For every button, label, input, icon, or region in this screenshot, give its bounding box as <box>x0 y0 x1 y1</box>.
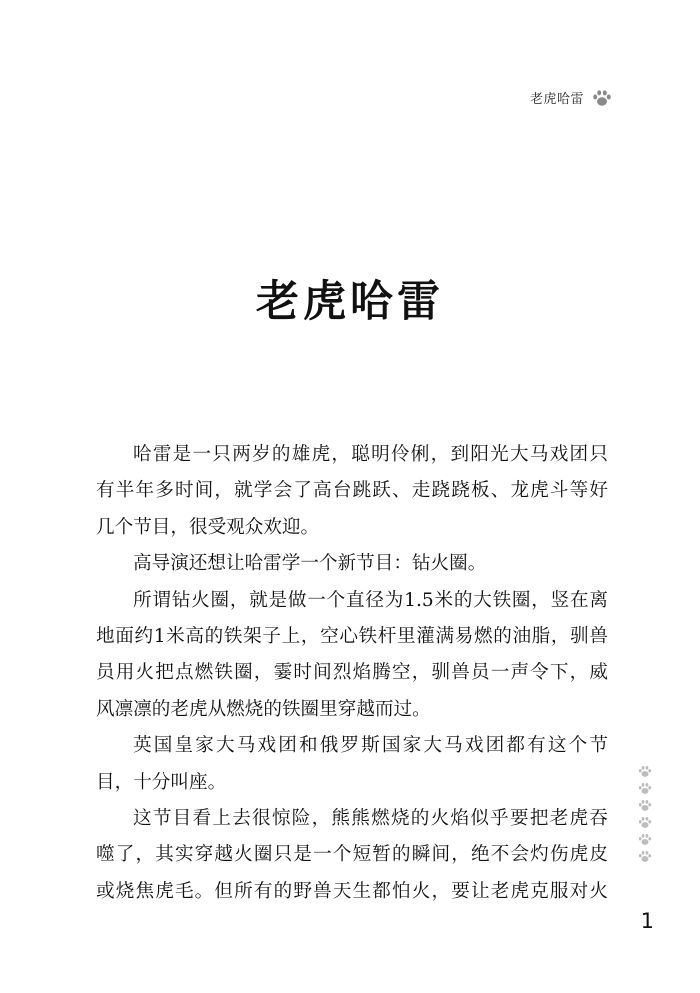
text-line: 几个节目，很受观众欢迎。 <box>96 516 320 538</box>
paw-print-icon <box>638 850 652 863</box>
text-line: 目，十分叫座。 <box>96 771 227 793</box>
body-text <box>96 437 608 910</box>
text-line: 哈雷是一只两岁的雄虎，聪明伶俐，到阳光大马戏团只 <box>133 444 608 465</box>
text-line: 或烧焦虎毛。但所有的野兽天生都怕火，要让老虎克服对火 <box>96 880 608 902</box>
text-line: 有半年多时间，就学会了高台跳跃、走跷跷板、龙虎斗等好 <box>96 480 608 502</box>
text-line: 噬了，其实穿越火圈只是一个短暂的瞬间，绝不会灼伤虎皮 <box>96 844 608 866</box>
running-header-title: 老虎哈雷 <box>529 92 584 107</box>
paragraph <box>96 546 608 582</box>
text-line: 地面约1米高的铁架子上，空心铁杆里灌满易燃的油脂，驯兽 <box>96 625 608 647</box>
text-line: 风凛凛的老虎从燃烧的铁圈里穿越而过。 <box>96 698 431 720</box>
paragraph <box>96 728 608 801</box>
chapter-title: 老虎哈雷 <box>256 277 444 327</box>
page-number: 1 <box>640 909 654 933</box>
paw-print-icon <box>638 782 652 795</box>
text-line: 英国皇家大马戏团和俄罗斯国家大马戏团都有这个节 <box>133 735 608 757</box>
text-line: 员用火把点燃铁圈，霎时间烈焰腾空，驯兽员一声令下，威 <box>96 662 608 684</box>
paragraph <box>96 801 608 910</box>
paragraph <box>96 437 608 546</box>
text-line: 高导演还想让哈雷学一个新节目：钻火圈。 <box>133 553 487 575</box>
paw-print-icon <box>638 816 652 829</box>
paw-print-icon <box>638 765 652 778</box>
running-header <box>530 88 612 107</box>
paragraph <box>96 583 608 729</box>
text-line: 所谓钻火圈，就是做一个直径为1.5米的大铁圈，竖在离 <box>133 589 608 611</box>
paw-print-icon <box>638 799 652 812</box>
paw-print-icon <box>638 833 652 846</box>
side-paw-decoration <box>638 765 652 863</box>
text-line: 这节目看上去很惊险，熊熊燃烧的火焰似乎要把老虎吞 <box>133 807 608 829</box>
paw-print-icon <box>592 89 612 107</box>
